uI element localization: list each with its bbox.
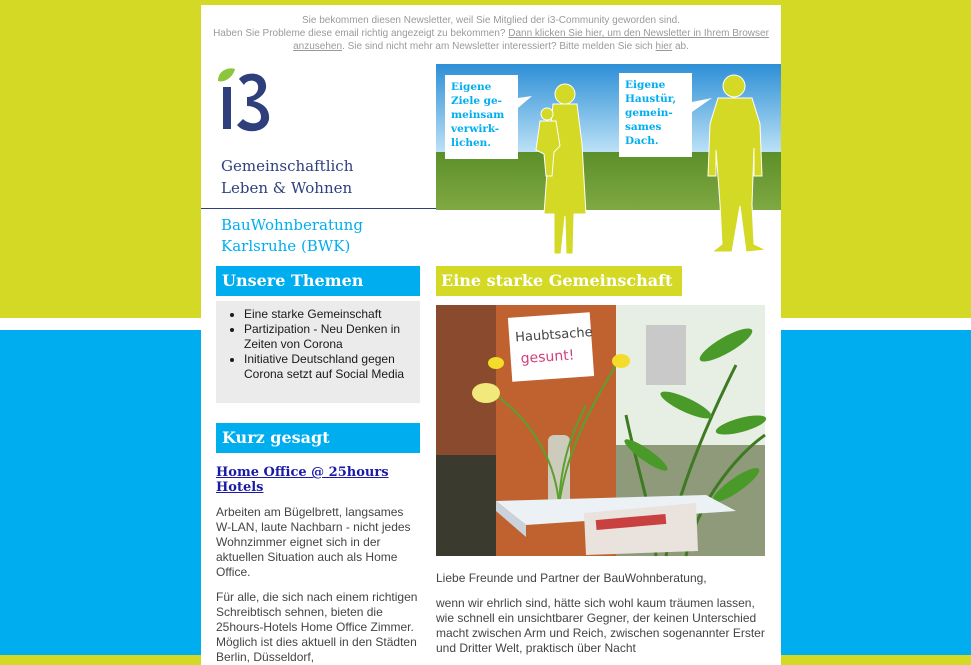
org-name-line1: BauWohnberatung: [221, 216, 363, 234]
article-photo: [436, 305, 765, 556]
theme-link[interactable]: • Partizipation - Neu Denken in Zeiten von Corona: [244, 322, 414, 352]
tagline: [221, 155, 353, 199]
bubble-right-line: Eigene: [625, 79, 666, 91]
unsubscribe-link[interactable]: hier: [655, 41, 673, 52]
preheader-question: Haben Sie Probleme diese email richtig angezeigt zu bekommen?: [213, 28, 509, 39]
bubble-right-line: gemein-: [625, 107, 673, 119]
tagline-line2: Leben & Wohnen: [221, 179, 353, 197]
header-divider: [201, 208, 436, 209]
bubble-left-line: lichen.: [451, 137, 491, 149]
preheader-line2: [201, 27, 781, 53]
preheader: [201, 14, 781, 53]
greeting: Liebe Freunde und Partner der BauWohnberatung,: [436, 571, 707, 585]
main-paragraph: wenn wir ehrlich sind, hätte sich wohl kaum träumen lassen, wie schnell ein unsichtbarer Gegner, der keinen Unterschied macht zwischen Arm und Reich, zwischen sogenannter Erster und Dritter Welt, praktisch über Nacht: [436, 596, 765, 655]
photo-sign-line2: gesunt!: [520, 347, 575, 368]
bubble-left-line: Eigene: [451, 81, 492, 93]
view-in-browser-link[interactable]: Dann klicken Sie hier, um den Newsletter in Ihrem Browser anzusehen: [293, 28, 769, 52]
bubble-right-line: Haustür,: [625, 93, 677, 105]
themes-list: [216, 301, 420, 403]
org-name-line2: Karlsruhe (BWK): [221, 237, 351, 255]
main-heading: Eine starke Gemeinschaft: [436, 266, 682, 296]
preheader-line1: Sie bekommen diesen Newsletter, weil Sie Mitglied der i3-Community geworden sind.: [302, 15, 680, 26]
bubble-left-line: verwirk-: [451, 123, 500, 135]
bubble-right-line: sames: [625, 121, 662, 133]
article-paragraph: Arbeiten am Bügelbrett, langsames W-LAN, laute Nachbarn - nicht jedes Wohnzimmer eignet sich in der aktuellen Situation auch als Home Office.: [216, 505, 411, 579]
article-title-link[interactable]: Home Office @ 25hours Hotels: [216, 465, 389, 495]
preheader-end: ab.: [672, 41, 689, 52]
tagline-line1: Gemeinschaftlich: [221, 157, 354, 175]
theme-link[interactable]: • Initiative Deutschland gegen Corona setzt auf Social Media: [244, 352, 414, 382]
themes-heading: Unsere Themen: [216, 266, 420, 296]
hero-banner: [436, 64, 781, 257]
preheader-unsubscribe-text: . Sie sind nicht mehr am Newsletter interessiert? Bitte melden Sie sich: [342, 41, 656, 52]
news-heading: Kurz gesagt: [216, 423, 420, 453]
i3-logo[interactable]: [215, 67, 275, 137]
bubble-left-line: meinsam: [451, 109, 505, 121]
photo-sign-line1: Haubtsache: [514, 325, 594, 346]
theme-link[interactable]: • Eine starke Gemeinschaft: [244, 307, 414, 322]
org-name: [221, 215, 363, 257]
article-paragraph: Für alle, die sich nach einem richtigen Schreibtisch sehnen, bieten die 25hours-Hotels Home Office Zimmer. Möglich ist dies aktuell in den Städten Berlin, Düsseldorf,: [216, 590, 418, 664]
bubble-left-line: Ziele ge-: [451, 95, 503, 107]
bubble-right-line: Dach.: [625, 135, 659, 147]
newsletter-page: [201, 5, 781, 665]
